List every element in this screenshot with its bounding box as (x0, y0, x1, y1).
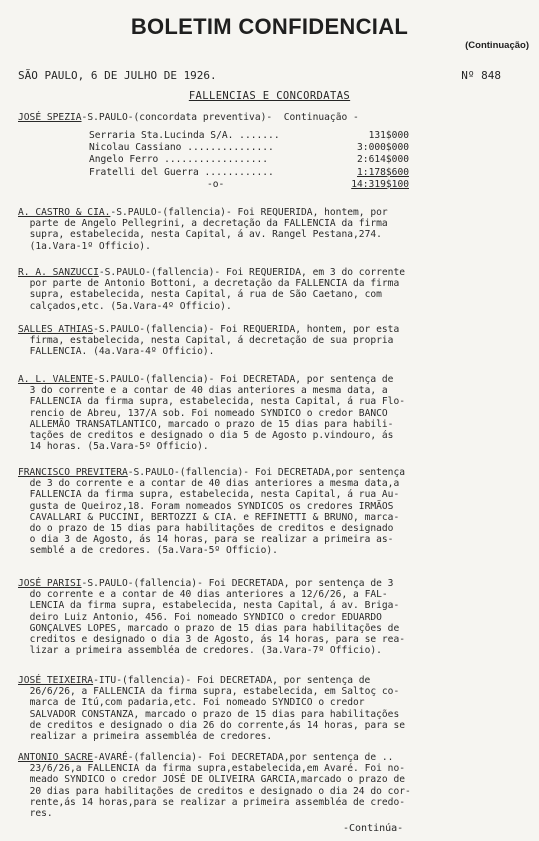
entry-line: GONÇALVES LOPES, marcado o prazo de 15 dias para habilitações de (29, 622, 400, 634)
bulletin-number: Nº 848 (461, 69, 501, 82)
creditor-value: 131$000 (368, 130, 409, 141)
creditor-row (89, 130, 409, 142)
total-mark: -o- (207, 178, 225, 190)
entry-name: R. A. SANZUCCI (18, 267, 99, 278)
creditor-name: Nicolau Cassiano ............... (89, 142, 274, 154)
entry-line: FALLENCIA. (4a.Vara-4º Officio). (29, 346, 215, 358)
entry-line: calçados,etc. (5a.Vara-4º Officio). (29, 300, 232, 312)
entry-line: deiro Luiz Antonio, 456. Foi nomeado SYNDICO o credor EDUARDO (29, 611, 382, 623)
entry-line: parte de Angelo Pellegrini, a decretação da FALLENCIA da firma (29, 218, 388, 230)
entry-line: tações de creditos e designado o dia 5 de Agosto p.vindouro, ás (29, 430, 394, 442)
bulletin-title: BOLETIM CONFIDENCIAL (130, 14, 409, 39)
entry-line: rente,ás 14 horas,para se realizar a primeira assembléa de credo- (29, 796, 405, 808)
entry-line: SALVADOR CONSTANZA, marcado o prazo de 15 dias para habilitações (29, 708, 400, 720)
entry-line: res. (29, 808, 53, 820)
creditor-value: 1:178$600 (357, 166, 409, 178)
entry-line: 26/6/26, a FALLENCIA da firma supra, estabelecida, em Saltoç co- (29, 686, 400, 698)
entry-line: 20 dias para habilitações de creditos e designado o dia 24 do cor- (29, 785, 411, 797)
entry-name: A. L. VALENTE (18, 374, 94, 385)
entry-salles-athias (18, 324, 523, 358)
entry-name: JOSÉ PARISI (18, 578, 82, 589)
creditor-name: Fratelli del Guerra ............ (89, 166, 274, 178)
entry-name: JOSÉ TEIXEIRA (18, 675, 94, 686)
entry-line: 14 horas. (5a.Vara-5º Officio). (29, 441, 209, 453)
continuation-label: (Continuação) (465, 40, 529, 51)
entry-line: creditos e designado o dia 3 de Agosto, ás 14 horas, para se rea- (29, 634, 405, 646)
entry-line: 23/6/26,a FALLENCIA da firma supra,estabelecida,em Avaré. Foi no- (29, 763, 405, 775)
entry-valente (18, 374, 523, 452)
entry-heading-rest: -S.PAULO-(concordata preventiva)- Continuação - (81, 112, 359, 123)
entry-name: A. CASTRO & CIA. (18, 207, 111, 218)
entry-line: FALLENCIA da firma supra, estabelecida, nesta Capital, á rua Au- (29, 489, 400, 501)
entry-name: ANTONIO SACRE (18, 752, 94, 763)
entry-line: do corrente e a contar de 40 dias anteriores a 12/6/26, a FAL- (29, 589, 388, 601)
entry-line: ALLEMÃO TRANSATLANTICO, marcado o prazo de 15 dias para habili- (29, 418, 394, 430)
entry-line: -S.PAULO-(fallencia)- Foi REQUERIDA, hontem, por esta (93, 324, 400, 335)
entry-line: o dia 3 de Agosto, ás 14 horas, para se realizar a primeira as- (29, 534, 394, 546)
entry-previtera (18, 467, 523, 557)
entry-line: lizar a primeira assembléa de credores. (3a.Vara-7º Officio). (29, 645, 382, 657)
creditor-row (89, 142, 409, 154)
entry-line: -S.PAULO-(fallencia)- Foi DECRETADA, por sentença de 3 (81, 578, 394, 589)
entry-name: JOSÉ SPEZIA (18, 112, 82, 123)
total-value: 14:319$100 (351, 178, 409, 190)
entry-castro (18, 207, 523, 252)
creditor-value: 3:000$000 (357, 142, 409, 154)
entry-line: de creditos e designado o dia 26 do corrente,ás 14 horas, para se (29, 719, 405, 731)
creditor-row (89, 167, 409, 179)
section-title: FALLENCIAS E CONCORDATAS (188, 90, 351, 102)
entry-line: (1a.Vara-1º Officio). (29, 240, 151, 252)
entry-line: -S.PAULO-(fallencia)- Foi DECRETADA, por sentença de (93, 374, 394, 385)
entry-line: do o prazo de 15 dias para habilitações de creditos e designado (29, 523, 394, 535)
entry-line: -S.PAULO-(fallencia)- Foi REQUERIDA, em 3 do corrente (98, 267, 405, 278)
entry-line: FALLENCIA da firma supra, estabelecida, nesta Capital, á rua Flo- (29, 396, 405, 408)
entry-line: LENCIA da firma supra, estabelecida, nesta Capital, á av. Briga- (29, 600, 400, 612)
entry-teixeira (18, 675, 523, 742)
entry-line: -S.PAULO-(fallencia)- Foi REQUERIDA, hontem, por (110, 207, 388, 218)
creditor-name: Serraria Sta.Lucinda S/A. ....... (89, 130, 280, 141)
entry-line: por parte de Antonio Bottoni, a decretação da FALLENCIA da firma (29, 278, 400, 290)
entry-name: FRANCISCO PREVITERA (18, 467, 128, 478)
entry-line: -AVARÉ-(fallencia)- Foi DECRETADA,por sentença de .. (93, 752, 394, 763)
entry-parisi (18, 578, 523, 656)
entry-sacre (18, 752, 523, 819)
entry-line: realizar a primeira assembléa de credores. (29, 731, 273, 743)
place-date: SÃO PAULO, 6 DE JULHO DE 1926. (18, 69, 217, 82)
entry-line: supra, estabelecida, nesta Capital, á rua de São Caetano, com (29, 289, 382, 301)
entry-line: -ITU-(fallencia)- Foi DECRETADA, por sentença de (93, 675, 371, 686)
creditor-list (89, 130, 409, 191)
entry-line: CAVALLARI & PUCCINI, BERTOZZI & CIA. e REFINETTI & BRUNO, marca- (29, 511, 400, 523)
creditor-row (89, 154, 409, 166)
entry-line: marca de Itú,com padaria,etc. Foi nomeado SYNDICO o credor (29, 697, 365, 709)
entry-line: rencio de Abreu, 137/A sob. Foi nomeado SYNDICO o credor BANCO (29, 407, 388, 419)
entry-line: de 3 do corrente e a contar de 40 dias anteriores a mesma data,a (29, 478, 400, 490)
total-row (89, 179, 409, 191)
entry-line: supra, estabelecida, nesta Capital, á av. Rangel Pestana,274. (29, 229, 382, 241)
entry-line: meado SYNDICO o credor JOSÉ DE OLIVEIRA GARCIA,marcado o prazo de (29, 774, 405, 786)
entry-line: -S.PAULO-(fallencia)- Foi DECRETADA,por sentença (127, 467, 405, 478)
entry-spezia (18, 112, 523, 123)
entry-line: 3 do corrente e a contar de 40 dias anteriores a mesma data, a (29, 385, 388, 397)
creditor-value: 2:614$000 (357, 154, 409, 166)
entry-line: firma, estabelecida, nesta Capital, á decretação de sua propria (29, 335, 394, 347)
creditor-name: Angelo Ferro .................. (89, 154, 269, 166)
entry-line: semblé a de credores. (5a.Vara-5º Officio). (29, 545, 278, 557)
entry-line: gusta de Queiroz,18. Foram nomeados SYNDICOS os credores IRMÃOS (29, 500, 394, 512)
continues-footer: -Continúa- (343, 823, 404, 834)
entry-name: SALLES ATHIAS (18, 324, 94, 335)
entry-sanzucci (18, 267, 523, 312)
